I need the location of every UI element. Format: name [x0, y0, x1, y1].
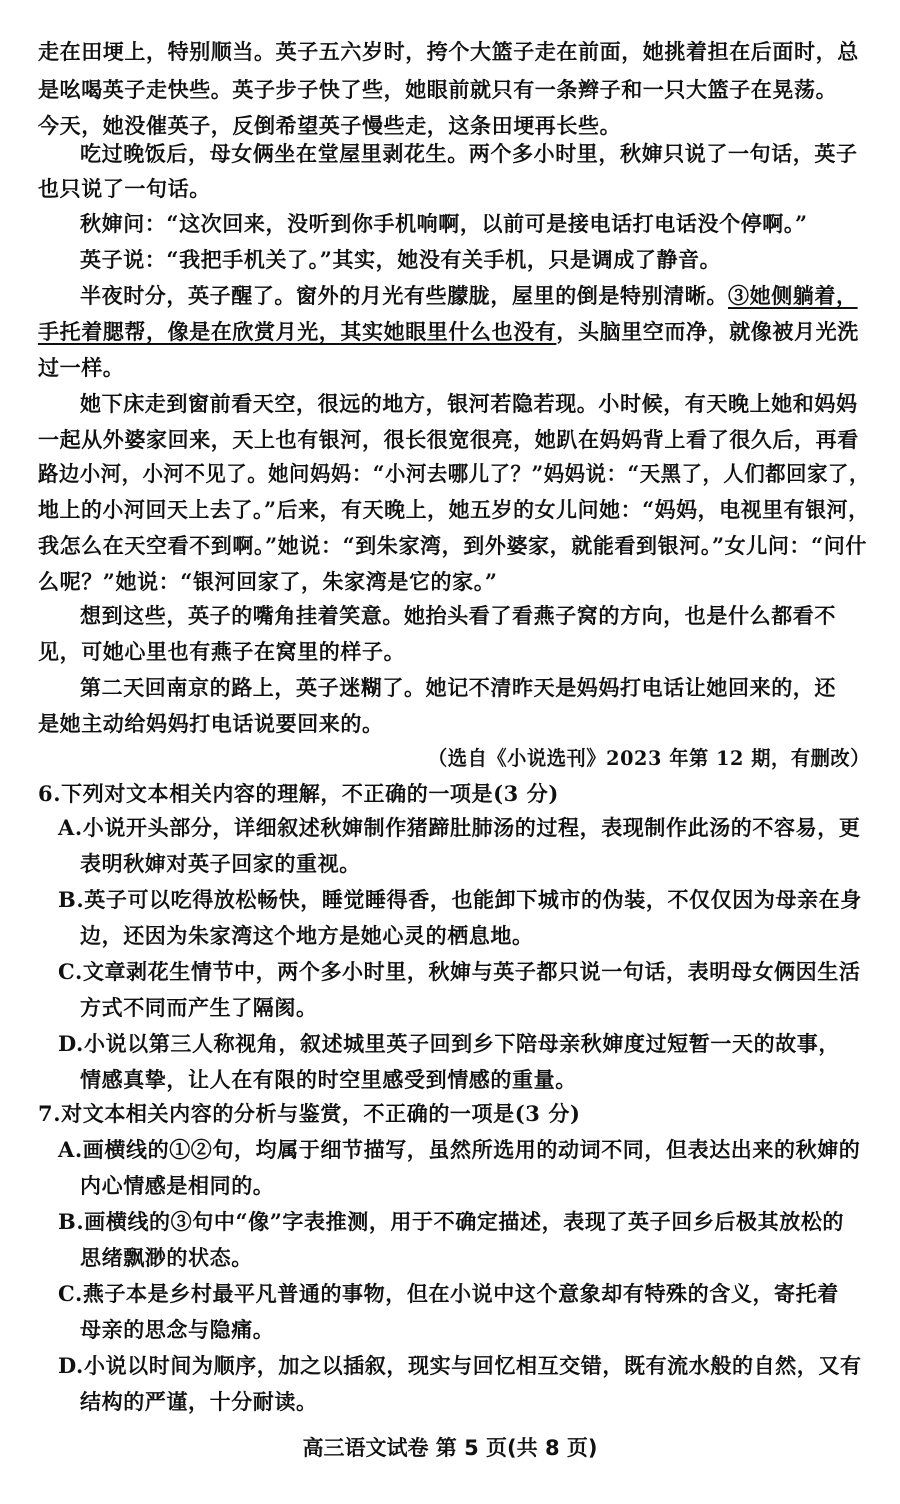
passage-line	[38, 318, 859, 346]
passage-line: 一起从外婆家回来，天上也有银河，很长很宽很亮，她趴在妈妈背上看了很久后，再看	[38, 427, 859, 452]
option-7d: 结构的严谨，十分耐读。	[80, 1389, 318, 1414]
passage-line: 秋婶问：“这次回来，没听到你手机响啊，以前可是接电话打电话没个停啊。”	[80, 211, 808, 236]
option-6c: C.文章剥花生情节中，两个多小时里，秋婶与英子都只说一句话，表明母女俩因生活	[58, 959, 861, 984]
option-6d: D.小说以第三人称视角，叙述城里英子回到乡下陪母亲秋婶度过短暂一天的故事，	[58, 1031, 840, 1056]
passage-line: 见，可她心里也有燕子在窝里的样子。	[38, 639, 406, 664]
option-7a: 内心情感是相同的。	[80, 1173, 275, 1198]
passage-line: 我怎么在天空看不到啊。”她说：“到朱家湾，到外婆家，就能看到银河。”女儿问：“问什	[38, 533, 867, 558]
passage-line: 地上的小河回天上去了。”后来，有天晚上，她五岁的女儿问她：“妈妈，电视里有银河，	[38, 497, 870, 522]
passage-line: 吃过晚饭后，母女俩坐在堂屋里剥花生。两个多小时里，秋婶只说了一句话，英子	[80, 141, 858, 166]
question-6-stem: 6.下列对文本相关内容的理解，不正确的一项是(3 分)	[38, 781, 559, 806]
passage-line: 想到这些，英子的嘴角挂着笑意。她抬头看了看燕子窝的方向，也是什么都看不	[80, 603, 836, 628]
passage-line: 么呢？”她说：“银河回家了，朱家湾是它的家。”	[38, 569, 498, 594]
underlined-sentence-3: ③她侧躺着，	[728, 283, 858, 308]
passage-text: ，头脑里空而净，就像被月光洗	[556, 319, 859, 344]
page-footer: 高三语文试卷 第 5 页(共 8 页)	[302, 1436, 598, 1460]
option-7b: B.画横线的③句中“像”字表推测，用于不确定描述，表现了英子回乡后极其放松的	[58, 1209, 845, 1234]
passage-line: 她下床走到窗前看天空，很远的地方，银河若隐若现。小时候，有天晚上她和妈妈	[80, 391, 858, 416]
passage-line: 也只说了一句话。	[38, 176, 211, 201]
passage-line: 是吆喝英子走快些。英子步子快了些，她眼前就只有一条辫子和一只大篮子在晃荡。	[38, 77, 838, 102]
option-6b: 边，还因为朱家湾这个地方是她心灵的栖息地。	[80, 923, 534, 948]
underlined-sentence-3: 手托着腮帮，像是在欣赏月光，其实她眼里什么也没有	[38, 319, 557, 344]
option-7b: 思绪飘渺的状态。	[80, 1245, 253, 1270]
option-6b: B.英子可以吃得放松畅快，睡觉睡得香，也能卸下城市的伪装，不仅仅因为母亲在身	[58, 887, 862, 912]
option-6a: 表明秋婶对英子回家的重视。	[80, 851, 361, 876]
option-6a: A.小说开头部分，详细叙述秋婶制作猪蹄肚肺汤的过程，表现制作此汤的不容易，更	[58, 815, 861, 840]
option-7c: C.燕子本是乡村最平凡普通的事物，但在小说中这个意象却有特殊的含义，寄托着	[58, 1281, 839, 1306]
option-6d: 情感真挚，让人在有限的时空里感受到情感的重量。	[80, 1067, 577, 1092]
option-7c: 母亲的思念与隐痛。	[80, 1317, 275, 1342]
option-7d: D.小说以时间为顺序，加之以插叙，现实与回忆相互交错，既有流水般的自然，又有	[58, 1353, 862, 1378]
option-7a: A.画横线的①②句，均属于细节描写，虽然所选用的动词不同，但表达出来的秋婶的	[58, 1137, 861, 1162]
option-6c: 方式不同而产生了隔阂。	[80, 995, 318, 1020]
question-7-stem: 7.对文本相关内容的分析与鉴赏，不正确的一项是(3 分)	[38, 1101, 581, 1126]
passage-line: 第二天回南京的路上，英子迷糊了。她记不清昨天是妈妈打电话让她回来的，还	[80, 675, 836, 700]
passage-line	[80, 282, 858, 310]
passage-line: 过一样。	[38, 355, 125, 380]
passage-line: 英子说：“我把手机关了。”其实，她没有关手机，只是调成了静音。	[80, 247, 722, 272]
passage-line: 走在田埂上，特别顺当。英子五六岁时，挎个大篮子走在前面，她挑着担在后面时，总	[38, 39, 859, 64]
passage-text: 半夜时分，英子醒了。窗外的月光有些朦胧，屋里的倒是特别清晰。	[80, 283, 728, 308]
passage-line: 今天，她没催英子，反倒希望英子慢些走，这条田埂再长些。	[38, 113, 622, 138]
passage-line: 是她主动给妈妈打电话说要回来的。	[38, 711, 384, 736]
passage-source: （选自《小说选刊》2023 年第 12 期，有删改）	[428, 746, 870, 770]
passage-line: 路边小河，小河不见了。她问妈妈：“小河去哪儿了？”妈妈说：“天黑了，人们都回家了，	[38, 461, 870, 486]
